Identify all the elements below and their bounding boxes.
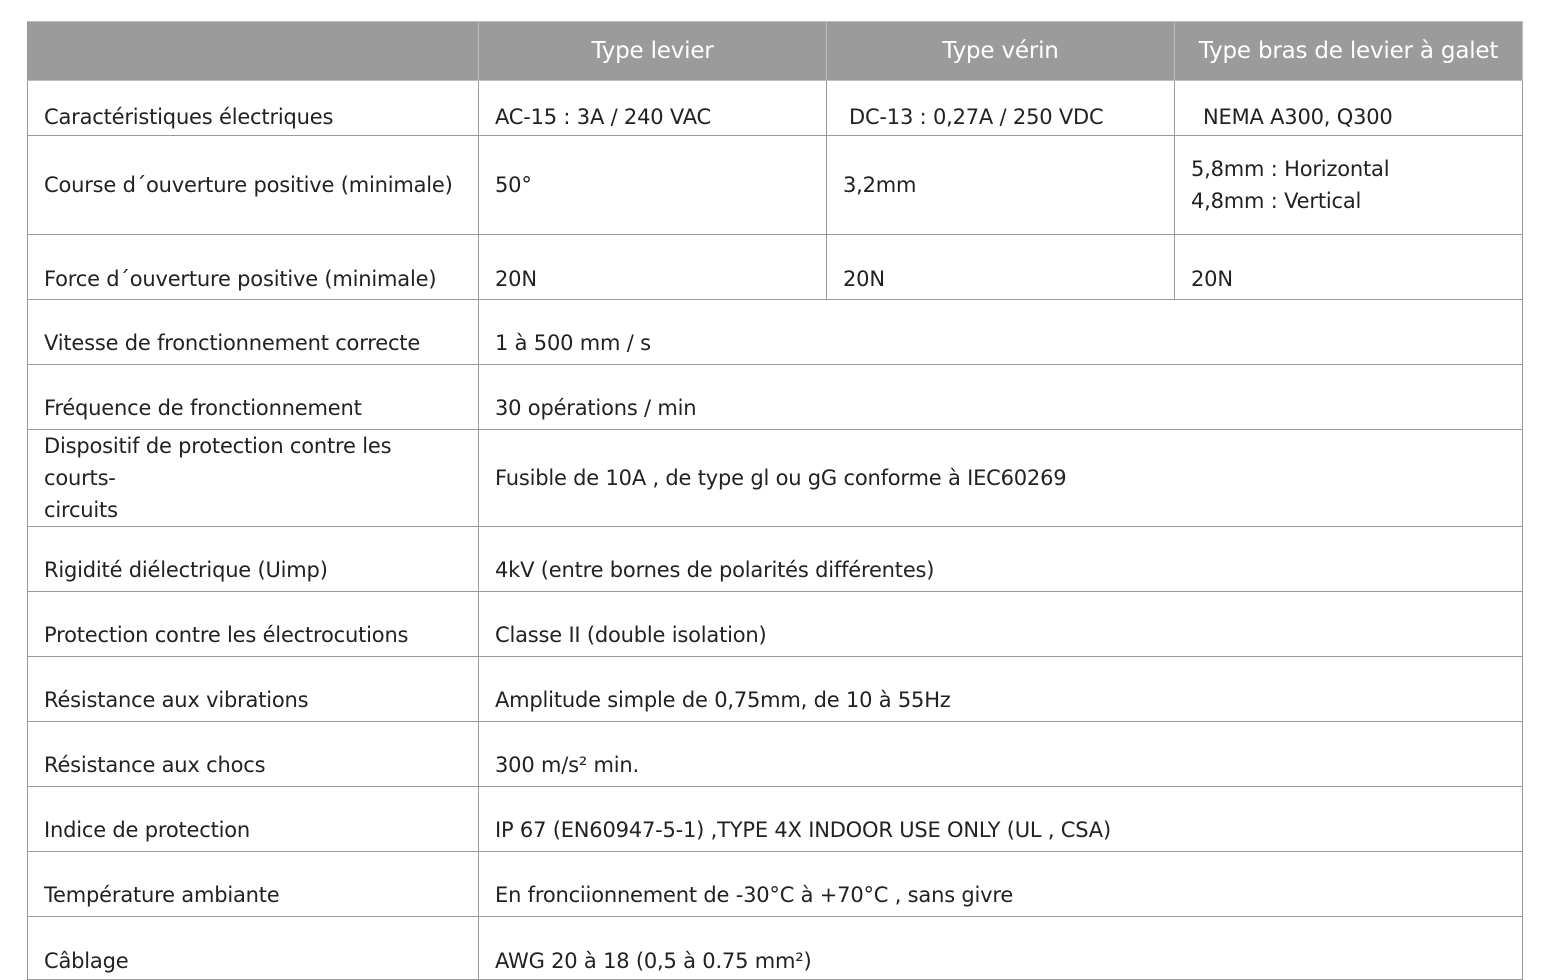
header-type-levier: Type levier [479,22,827,81]
cell-value: 30 opérations / min [479,365,1523,430]
row-label: Température ambiante [28,852,479,917]
row-label: Indice de protection [28,787,479,852]
cell-value: 1 à 500 mm / s [479,300,1523,365]
cell-value: 20N [479,235,827,300]
row-label: Caractéristiques électriques [28,81,479,136]
cell-value: NEMA A300, Q300 [1175,81,1523,136]
table-row-vibration [28,657,1523,722]
cell-value: 20N [1175,235,1523,300]
table-row-course [28,136,1523,235]
table-header-row [28,22,1523,81]
cell-value-multiline [1175,136,1523,235]
specifications-table [27,21,1523,980]
table-row-dielectric [28,527,1523,592]
cell-value: Fusible de 10A , de type gl ou gG conforme à IEC60269 [479,430,1523,527]
row-label: Résistance aux vibrations [28,657,479,722]
cell-line: 4,8mm : Vertical [1191,189,1362,213]
table-row-wiring [28,917,1523,980]
cell-value: Classe II (double isolation) [479,592,1523,657]
table-row-frequency [28,365,1523,430]
row-label-multiline [28,430,479,527]
cell-value: Amplitude simple de 0,75mm, de 10 à 55Hz [479,657,1523,722]
row-label: Course d´ouverture positive (minimale) [28,136,479,235]
cell-line: 5,8mm : Horizontal [1191,157,1390,181]
row-label: Câblage [28,917,479,980]
table-row-electrical [28,81,1523,136]
table-row-protection-device [28,430,1523,527]
row-label: Protection contre les électrocutions [28,592,479,657]
cell-value: DC-13 : 0,27A / 250 VDC [827,81,1175,136]
table-row-ip [28,787,1523,852]
cell-value: AWG 20 à 18 (0,5 à 0.75 mm²) [479,917,1523,980]
row-label: Fréquence de fronctionnement [28,365,479,430]
table-row-force [28,235,1523,300]
header-blank-cell [28,22,479,81]
cell-value: 20N [827,235,1175,300]
cell-value: 300 m/s² min. [479,722,1523,787]
table-row-shock [28,722,1523,787]
row-label: Vitesse de fronctionnement correcte [28,300,479,365]
label-line: Dispositif de protection contre les courts- [44,434,392,490]
label-line: circuits [44,498,118,522]
cell-value: En fronciionnement de -30°C à +70°C , sans givre [479,852,1523,917]
row-label: Résistance aux chocs [28,722,479,787]
header-type-verin: Type vérin [827,22,1175,81]
row-label: Rigidité diélectrique (Uimp) [28,527,479,592]
cell-value: IP 67 (EN60947-5-1) ,TYPE 4X INDOOR USE ONLY (UL , CSA) [479,787,1523,852]
table-row-speed [28,300,1523,365]
cell-value: 4kV (entre bornes de polarités différentes) [479,527,1523,592]
header-type-bras-galet: Type bras de levier à galet [1175,22,1523,81]
cell-value: 3,2mm [827,136,1175,235]
cell-value: 50° [479,136,827,235]
cell-value: AC-15 : 3A / 240 VAC [479,81,827,136]
table-row-temperature [28,852,1523,917]
row-label: Force d´ouverture positive (minimale) [28,235,479,300]
table-row-electrocution [28,592,1523,657]
